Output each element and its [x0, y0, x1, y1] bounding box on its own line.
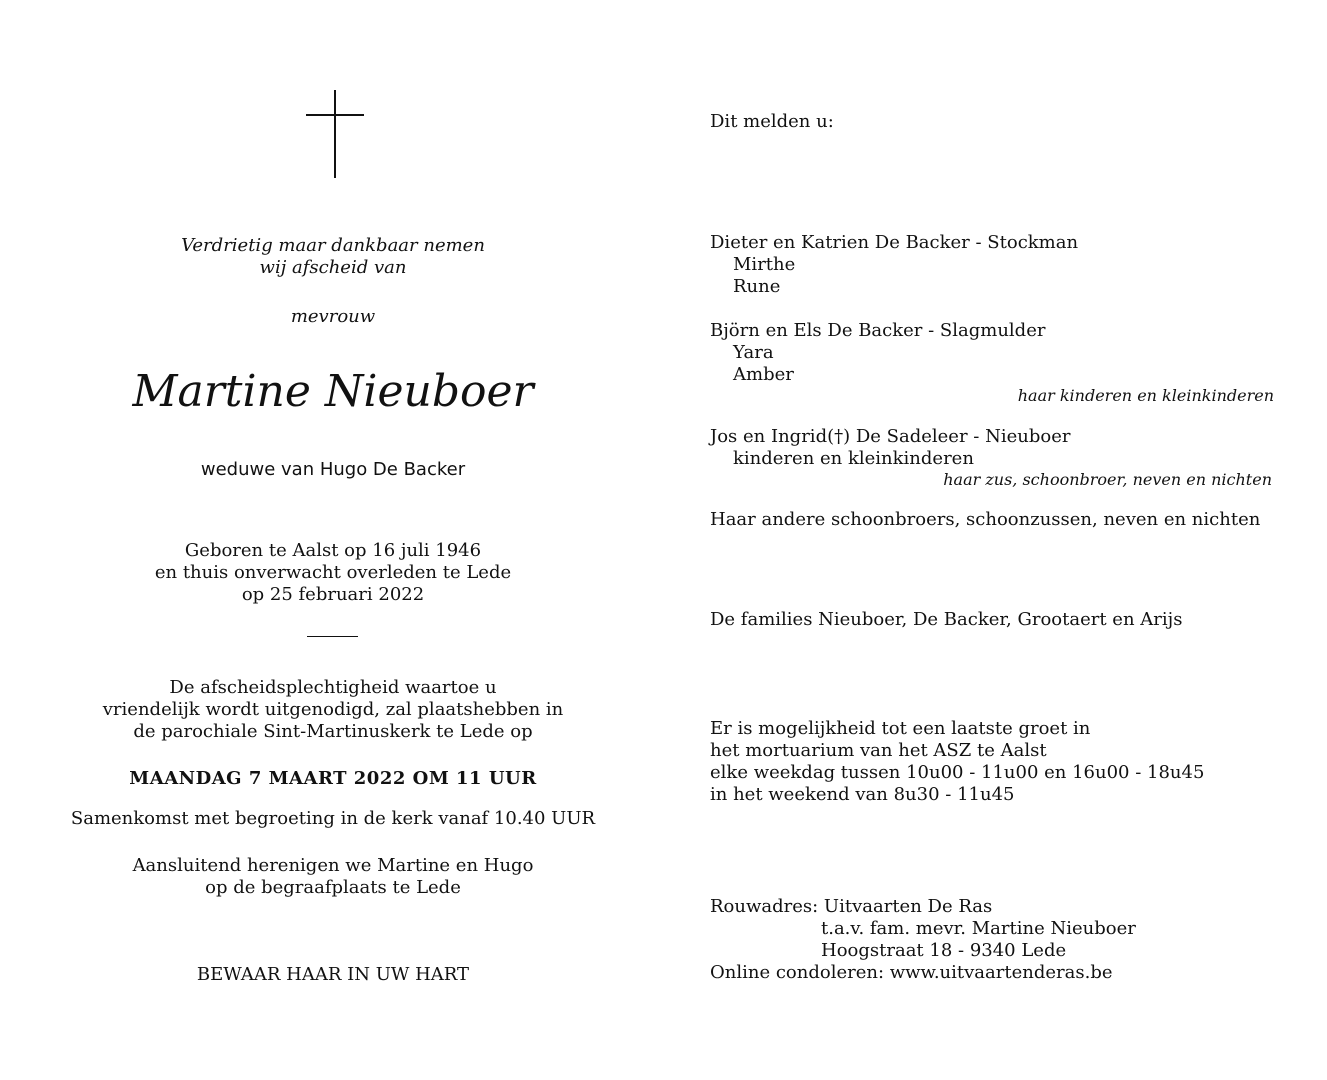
- intro-line-1: Verdrietig maar dankbaar nemen: [181, 235, 485, 256]
- family-1: [710, 232, 1078, 298]
- birth-death-text: [40, 540, 626, 606]
- family-2-head: Björn en Els De Backer - Slagmulder: [710, 320, 1046, 341]
- visit-line-1: Er is mogelijkheid tot een laatste groet in: [710, 718, 1091, 739]
- relation-note-2: haar zus, schoonbroer, neven en nichten: [943, 470, 1272, 489]
- address-label: Rouwadres: Uitvaarten De Ras: [710, 896, 993, 917]
- ceremony-date: MAANDAG 7 MAART 2022 OM 11 UUR: [129, 768, 537, 789]
- family-1-child-1: Mirthe: [733, 254, 796, 275]
- birth-line-1: Geboren te Aalst op 16 juli 1946: [184, 540, 482, 561]
- families-text: De families Nieuboer, De Backer, Grootaert en Arijs: [710, 609, 1183, 630]
- birth-line-3: op 25 februari 2022: [241, 584, 425, 605]
- online-condolence-link[interactable]: Online condoleren: www.uitvaartenderas.be: [710, 962, 1113, 983]
- intro-line-2: wij afscheid van: [259, 257, 407, 278]
- cross-icon: [306, 90, 364, 178]
- divider-line: [307, 636, 358, 637]
- burial-line-1: Aansluitend herenigen we Martine en Hugo: [132, 855, 534, 876]
- others-text: Haar andere schoonbroers, schoonzussen, neven en nichten: [710, 509, 1261, 530]
- cross-horizontal: [306, 114, 364, 116]
- address-block: [710, 896, 1136, 984]
- cross-vertical: [334, 90, 336, 178]
- visit-line-3: elke weekdag tussen 10u00 - 11u00 en 16u00 - 18u45: [710, 762, 1205, 783]
- address-line-2: t.a.v. fam. mevr. Martine Nieuboer: [821, 918, 1136, 939]
- burial-text: [40, 855, 626, 899]
- intro-text: [40, 235, 626, 279]
- family-1-child-2: Rune: [733, 276, 781, 297]
- burial-line-2: op de begraafplaats te Lede: [205, 877, 461, 898]
- relation-note-1: haar kinderen en kleinkinderen: [1017, 386, 1274, 405]
- announce-text: Dit melden u:: [710, 111, 834, 132]
- widow-text: weduwe van Hugo De Backer: [200, 459, 466, 480]
- family-2-child-1: Yara: [733, 342, 774, 363]
- deceased-name: Martine Nieuboer: [132, 366, 534, 417]
- ceremony-line-3: de parochiale Sint-Martinuskerk te Lede op: [133, 721, 533, 742]
- ceremony-text: [40, 677, 626, 743]
- family-3: [710, 426, 1070, 470]
- ceremony-line-1: De afscheidsplechtigheid waartoe u: [169, 677, 497, 698]
- visit-text: [710, 718, 1204, 806]
- family-2: [710, 320, 1045, 386]
- address-line-3: Hoogstraat 18 - 9340 Lede: [821, 940, 1067, 961]
- visit-line-2: het mortuarium van het ASZ te Aalst: [710, 740, 1047, 761]
- family-3-child-1: kinderen en kleinkinderen: [733, 448, 974, 469]
- family-3-head: Jos en Ingrid(†) De Sadeleer - Nieuboer: [710, 426, 1071, 447]
- family-2-child-2: Amber: [733, 364, 794, 385]
- title-text: mevrouw: [290, 306, 376, 327]
- visit-line-4: in het weekend van 8u30 - 11u45: [710, 784, 1015, 805]
- gathering-text: Samenkomst met begroeting in de kerk vanaf 10.40 UUR: [70, 808, 596, 829]
- birth-line-2: en thuis onverwacht overleden te Lede: [154, 562, 512, 583]
- ceremony-line-2: vriendelijk wordt uitgenodigd, zal plaatshebben in: [102, 699, 564, 720]
- closing-text: BEWAAR HAAR IN UW HART: [196, 964, 470, 985]
- family-1-head: Dieter en Katrien De Backer - Stockman: [710, 232, 1079, 253]
